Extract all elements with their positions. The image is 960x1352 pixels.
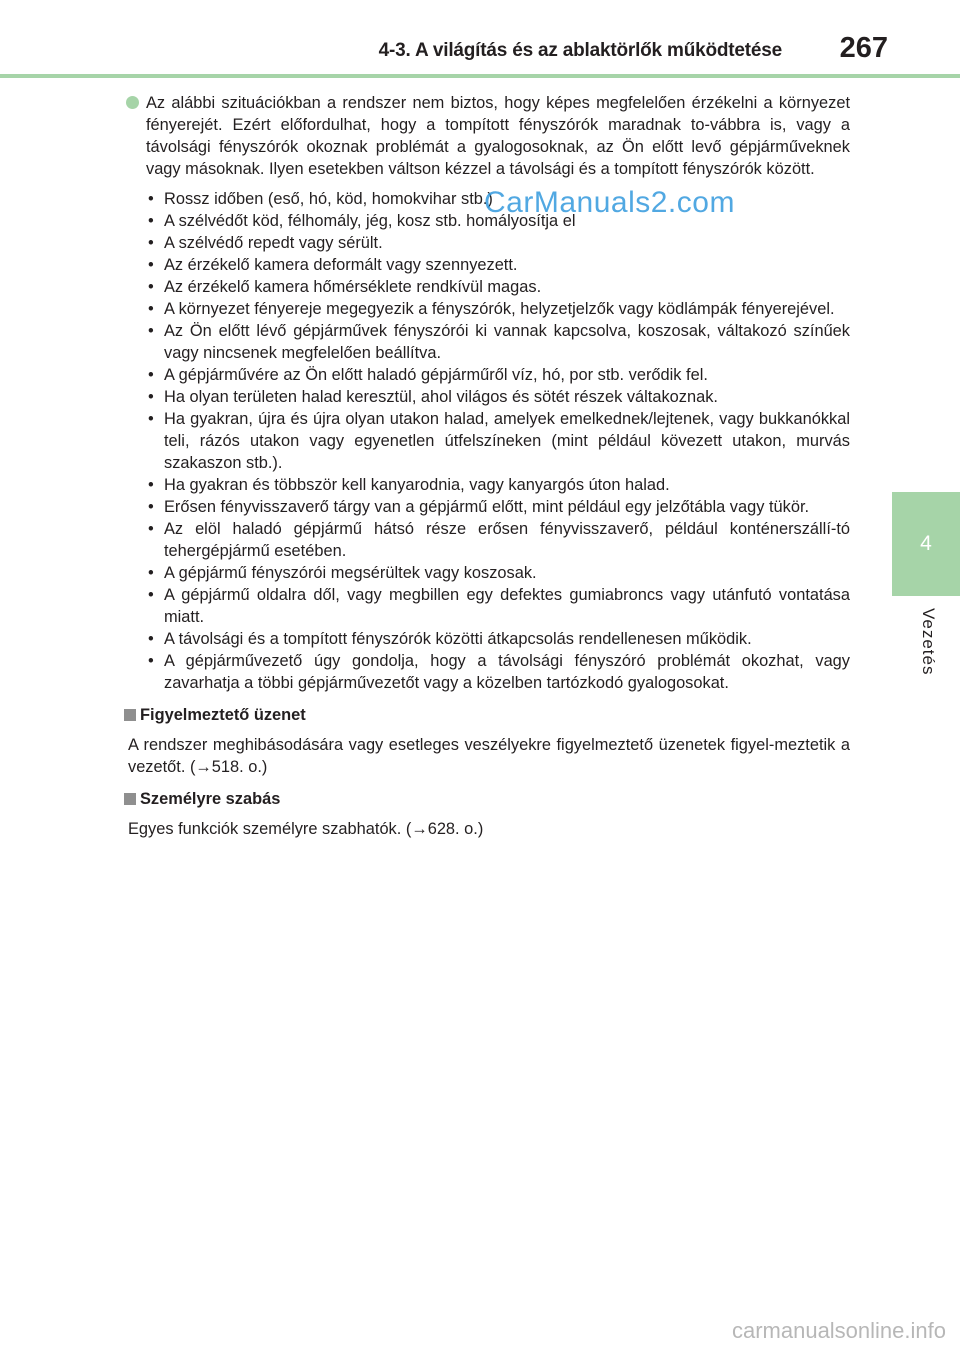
section-body: A rendszer meghibásodására vagy esetleges veszélyekre figyelmeztető üzenetek figyel-meztetik a vezetőt. (→518. o.) <box>128 736 850 776</box>
list-item-text: A gépjármű fényszórói megsérültek vagy koszosak. <box>164 564 537 582</box>
list-item-text: Az érzékelő kamera hőmérséklete rendkívül magas. <box>164 278 542 296</box>
bullet-icon: • <box>148 652 154 670</box>
list-item <box>146 386 850 408</box>
list-item <box>146 496 850 518</box>
page-number: 267 <box>839 32 888 64</box>
list-item <box>146 364 850 386</box>
list-item <box>146 474 850 496</box>
list-item-text: A szélvédőt köd, félhomály, jég, kosz stb. homályosítja el <box>164 212 576 230</box>
list-item-text: Erősen fényvisszaverő tárgy van a gépjármű előtt, mint például egy jelzőtábla vagy tükör. <box>164 498 810 516</box>
list-item <box>146 518 850 562</box>
list-item-text: Az érzékelő kamera deformált vagy szennyezett. <box>164 256 518 274</box>
list-item-text: A gépjárművezető úgy gondolja, hogy a távolsági fényszóró problémát okozhat, vagy zavarhatja a többi gépjárművezetőt vagy a közelben tartózkodó gyalogosokat. <box>164 652 850 692</box>
chapter-tab[interactable] <box>892 492 960 596</box>
bullet-icon: • <box>148 586 154 604</box>
bullet-icon: • <box>148 520 154 538</box>
bullet-icon: • <box>148 498 154 516</box>
bullet-icon: • <box>148 564 154 582</box>
section-heading-text: Személyre szabás <box>140 790 281 808</box>
bullet-icon: • <box>148 388 154 406</box>
list-item <box>146 298 850 320</box>
square-bullet-icon <box>124 793 136 805</box>
list-item-text: A gépjárművére az Ön előtt haladó gépjárműről víz, hó, por stb. verődik fel. <box>164 366 708 384</box>
section-heading <box>124 704 850 726</box>
list-item <box>146 276 850 298</box>
square-bullet-icon <box>124 709 136 721</box>
section-heading <box>124 788 850 810</box>
list-item-text: Az elöl haladó gépjármű hátsó része erősen fényvisszaverő, például konténerszállí-tó tehergépjármű esetében. <box>164 520 850 560</box>
circle-bullet-icon <box>126 96 139 109</box>
list-item <box>146 254 850 276</box>
footer-watermark: carmanualsonline.info <box>731 1318 946 1343</box>
section-body: Egyes funkciók személyre szabhatók. (→628. o.) <box>128 820 484 838</box>
list-item-text: A távolsági és a tompított fényszórók közötti átkapcsolás rendellenesen működik. <box>164 630 752 648</box>
intro-paragraph <box>124 92 850 180</box>
intro-text: Az alábbi szituációkban a rendszer nem biztos, hogy képes megfelelően érzékelni a környezet fényerejét. Ezért előfordulhat, hogy a tompított fényszórók maradnak to-vábbra is, vagy a távolsági fényszórók okoznak problémát a gyalogosoknak, az Ön előtt levő gépjárműveknek vagy másoknak. Ilyen esetekben váltson kézzel a távolsági és a tompított fényszórók között. <box>146 94 850 178</box>
bullet-icon: • <box>148 476 154 494</box>
bullet-icon: • <box>148 300 154 318</box>
list-item <box>146 232 850 254</box>
list-item <box>146 584 850 628</box>
bullet-icon: • <box>148 366 154 384</box>
list-item <box>146 562 850 584</box>
bullet-icon: • <box>148 190 154 208</box>
bullet-icon: • <box>148 322 154 340</box>
list-item <box>146 408 850 474</box>
list-item-text: Ha gyakran és többször kell kanyarodnia, vagy kanyargós úton halad. <box>164 476 670 494</box>
section-customization <box>124 788 850 840</box>
list-item <box>146 628 850 650</box>
bullet-icon: • <box>148 234 154 252</box>
section-warning-message <box>124 704 850 778</box>
chapter-number: 4 <box>920 532 932 555</box>
list-item-text: A gépjármű oldalra dől, vagy megbillen egy defektes gumiabroncs vagy utánfutó vontatása miatt. <box>164 586 850 626</box>
list-item-text: Az Ön előtt lévő gépjárművek fényszórói ki vannak kapcsolva, koszosak, váltakozó színűek vagy nincsenek megfelelően beállítva. <box>164 322 850 362</box>
list-item <box>146 650 850 694</box>
list-item-text: A környezet fényereje megegyezik a fényszórók, helyzetjelzők vagy ködlámpák fényerejével. <box>164 300 835 318</box>
bullet-icon: • <box>148 212 154 230</box>
bullet-icon: • <box>148 410 154 428</box>
header-rule <box>0 74 960 78</box>
bullet-icon: • <box>148 630 154 648</box>
list-item-text: Ha olyan területen halad keresztül, ahol világos és sötét részek váltakoznak. <box>164 388 718 406</box>
situation-list <box>124 188 850 694</box>
bullet-icon: • <box>148 278 154 296</box>
chapter-label: Vezetés <box>919 608 938 676</box>
watermark-logo: CarManuals2.com <box>484 186 735 219</box>
list-item-text: Ha gyakran, újra és újra olyan utakon halad, amelyek emelkednek/lejtenek, vagy bukkanókkal teli, rázós utakon vagy egyenetlen útfelszíneken (mint például kövezett utakon, murvás szakaszon stb.). <box>164 410 850 472</box>
bullet-icon: • <box>148 256 154 274</box>
list-item-text: A szélvédő repedt vagy sérült. <box>164 234 383 252</box>
header-title: 4-3. A világítás és az ablaktörlők működtetése <box>378 40 782 61</box>
list-item-text: Rossz időben (eső, hó, köd, homokvihar stb.) <box>164 190 493 208</box>
list-item <box>146 320 850 364</box>
section-heading-text: Figyelmeztető üzenet <box>140 706 306 724</box>
